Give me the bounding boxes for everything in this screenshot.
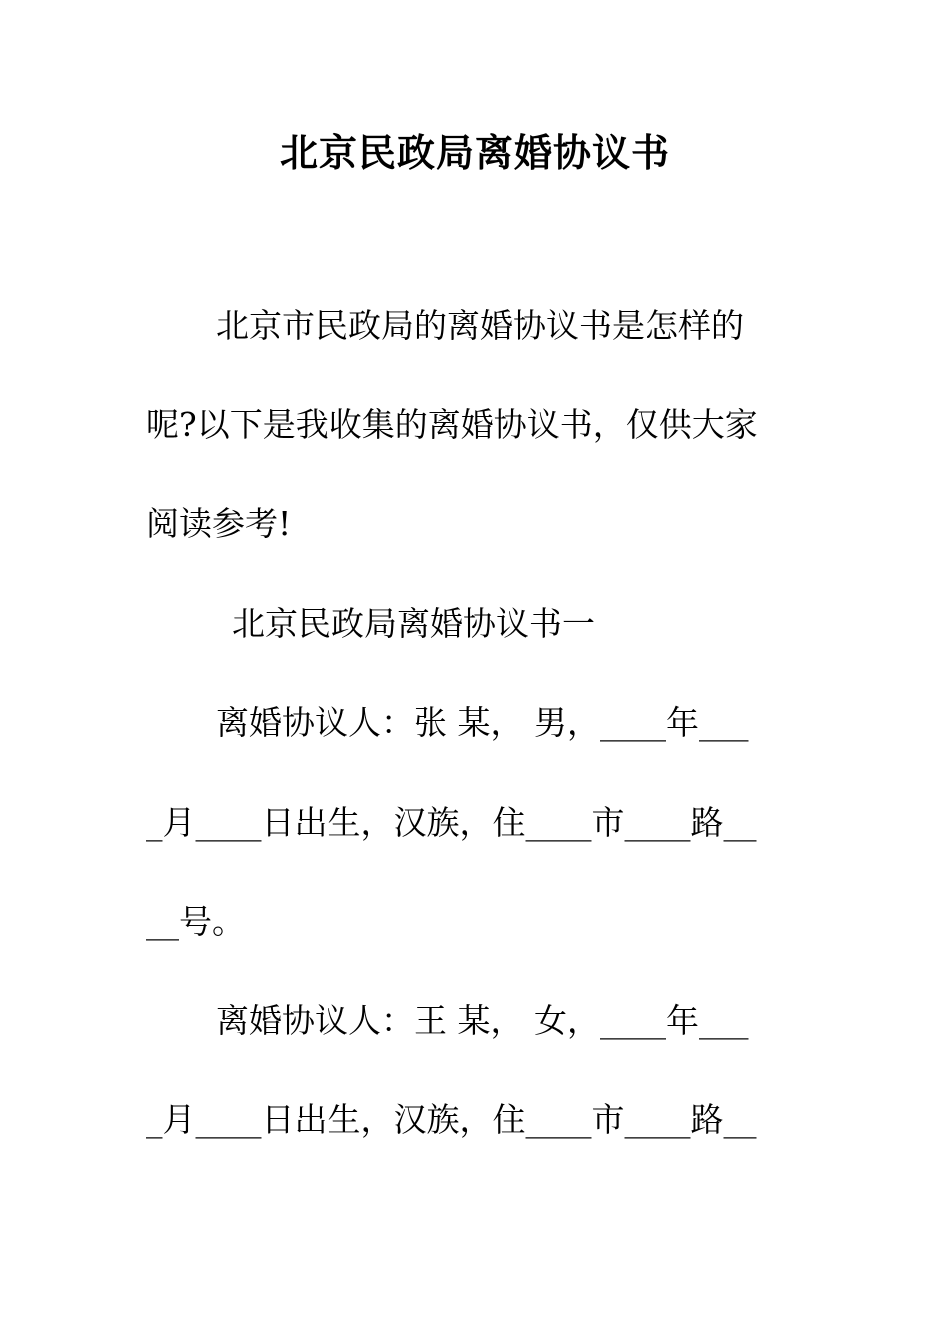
party2-line-1: 离婚协议人：王 某， 女，____年___ [216, 1001, 749, 1040]
party1-line-2: _月____日出生，汉族，住____市____路__ [146, 803, 757, 842]
intro-line-3: 阅读参考! [146, 504, 292, 543]
party1-line-1: 离婚协议人：张 某， 男，____年___ [216, 703, 749, 742]
party1-line-3: __号。 [146, 902, 245, 941]
intro-line-1: 北京市民政局的离婚协议书是怎样的 [216, 306, 744, 345]
document-title: 北京民政局离婚协议书 [279, 130, 670, 175]
section-heading: 北京民政局离婚协议书一 [232, 604, 595, 643]
intro-line-2: 呢?以下是我收集的离婚协议书，仅供大家 [146, 405, 758, 444]
party2-line-2: _月____日出生，汉族，住____市____路__ [146, 1100, 757, 1139]
